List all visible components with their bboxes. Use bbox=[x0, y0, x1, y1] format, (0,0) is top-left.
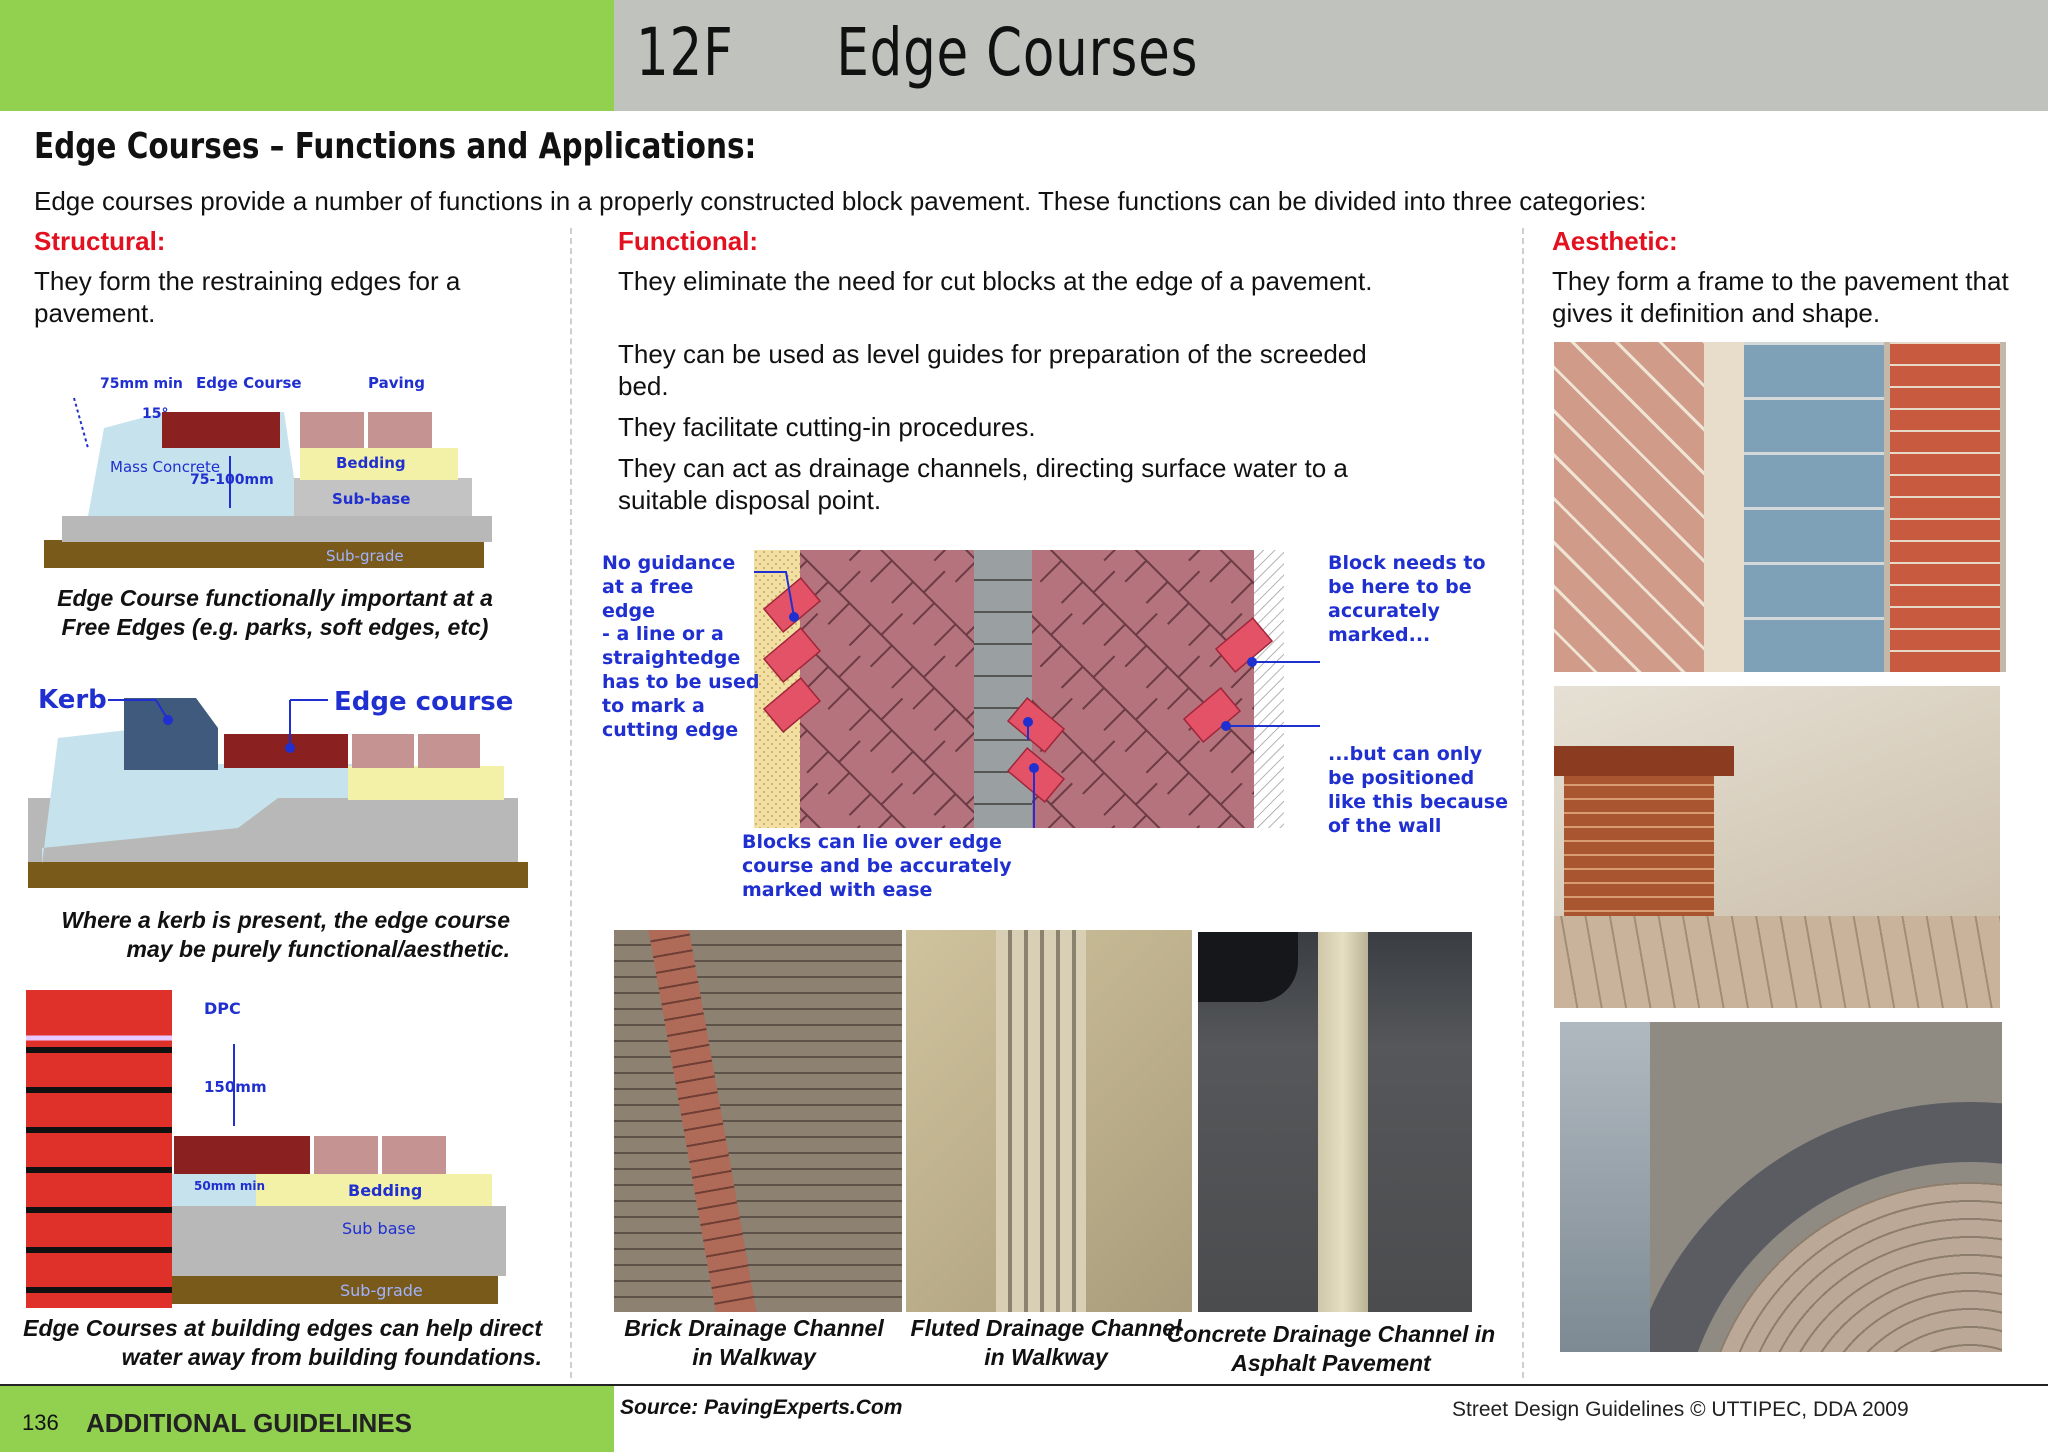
footer-section-label: ADDITIONAL GUIDELINES bbox=[86, 1408, 412, 1438]
section-number: 12F bbox=[636, 14, 734, 91]
source-label: Source: PavingExperts.Com bbox=[620, 1396, 903, 1419]
aesthetic-heading: Aesthetic: bbox=[1552, 226, 1678, 256]
sub-grade-layer bbox=[44, 540, 484, 568]
header-title: Edge Courses bbox=[836, 14, 1199, 91]
sub-base-label: Sub base bbox=[342, 1219, 416, 1238]
height-label: 150mm bbox=[204, 1078, 267, 1096]
no-guidance-label: No guidance at a free edge bbox=[602, 552, 736, 622]
sub-grade-label: Sub-grade bbox=[326, 547, 404, 565]
bedding-label: Bedding bbox=[348, 1181, 423, 1200]
mass-concrete-label: Mass Concrete bbox=[110, 458, 221, 476]
page-title bbox=[636, 14, 1198, 91]
paving-block bbox=[300, 412, 364, 448]
straightedge-label: - a line or a straightedge has to be used to mark a cutting edge bbox=[602, 623, 760, 741]
caption-free-edge: Edge Course functionally important at a Free Edges (e.g. parks, soft edges, etc) bbox=[57, 585, 493, 640]
angle-label: 15° bbox=[142, 406, 169, 422]
gap-label: 50mm min bbox=[194, 1179, 266, 1193]
kerb-section-diagram bbox=[28, 678, 528, 890]
caption-building-edge: Edge Courses at building edges can help direct water away from building foundations. bbox=[23, 1315, 542, 1370]
functional-item: They eliminate the need for cut blocks at the edge of a pavement. bbox=[618, 266, 1373, 296]
concrete-drainage-photo bbox=[1198, 932, 1472, 1312]
intro-text: Edge courses provide a number of functions in a properly constructed block pavement. These functions can be divided into three categories: bbox=[34, 186, 1647, 216]
functional-item: They can act as drainage channels, directing surface water to a suitable disposal point. bbox=[618, 453, 1348, 515]
fluted-drainage-photo bbox=[906, 930, 1192, 1312]
structural-heading: Structural: bbox=[34, 226, 166, 256]
but-only-label: ...but can only be positioned like this because of the wall bbox=[1328, 743, 1508, 837]
free-edge-section-diagram bbox=[44, 368, 494, 570]
structural-text: They form the restraining edges for a pavement. bbox=[34, 266, 461, 328]
block-needs-label: Block needs to be here to be accurately marked... bbox=[1328, 552, 1486, 646]
aesthetic-text: They form a frame to the pavement that gives it definition and shape. bbox=[1552, 266, 2009, 328]
bedding-label: Bedding bbox=[336, 454, 406, 472]
caption-kerb: Where a kerb is present, the edge course may be purely functional/aesthetic. bbox=[61, 907, 510, 962]
brick-wall-photo bbox=[1554, 686, 2000, 1008]
paving-block bbox=[368, 412, 432, 448]
functional-item: They can be used as level guides for preparation of the screeded bed. bbox=[618, 339, 1367, 401]
edge-course-block bbox=[162, 412, 280, 448]
section-title: Edge Courses – Functions and Applications: bbox=[34, 126, 757, 167]
kerb-block bbox=[124, 698, 218, 770]
column-divider bbox=[1522, 228, 1524, 1378]
sub-base-label: Sub-base bbox=[332, 490, 411, 508]
edge-course-label: Edge Course bbox=[196, 374, 302, 392]
copyright-text: Street Design Guidelines © UTTIPEC, DDA 2009 bbox=[1452, 1398, 1909, 1421]
caption-brick-drainage: Brick Drainage Channel in Walkway bbox=[624, 1315, 884, 1370]
curved-paving-photo bbox=[1560, 1022, 2002, 1352]
blocks-lie-label: Blocks can lie over edge course and be accurately marked with ease bbox=[742, 831, 1012, 901]
sub-grade-label: Sub-grade bbox=[340, 1281, 423, 1300]
caption-fluted-drainage: Fluted Drainage Channel in Walkway bbox=[910, 1315, 1182, 1370]
header-green-band bbox=[0, 0, 614, 111]
functional-heading: Functional: bbox=[618, 226, 759, 256]
dpc-label: DPC bbox=[204, 999, 241, 1018]
kerb-label: Kerb bbox=[38, 685, 107, 715]
paving-label: Paving bbox=[368, 374, 426, 392]
edge-course-label: Edge course bbox=[334, 687, 514, 717]
caption-concrete-drainage: Concrete Drainage Channel in Asphalt Pavement bbox=[1166, 1321, 1496, 1376]
functional-item: They facilitate cutting-in procedures. bbox=[618, 412, 1036, 442]
depth-label: 75-100mm bbox=[190, 472, 274, 488]
page-number: 136 bbox=[22, 1410, 59, 1435]
brick-drainage-photo bbox=[614, 930, 902, 1312]
building-edge-section-diagram bbox=[26, 990, 506, 1308]
cutting-edge-diagram bbox=[754, 550, 1320, 828]
paving-frame-photo bbox=[1554, 342, 2006, 672]
column-divider bbox=[570, 228, 572, 1378]
sub-base-layer bbox=[62, 516, 492, 542]
width-label: 75mm min bbox=[100, 376, 183, 392]
